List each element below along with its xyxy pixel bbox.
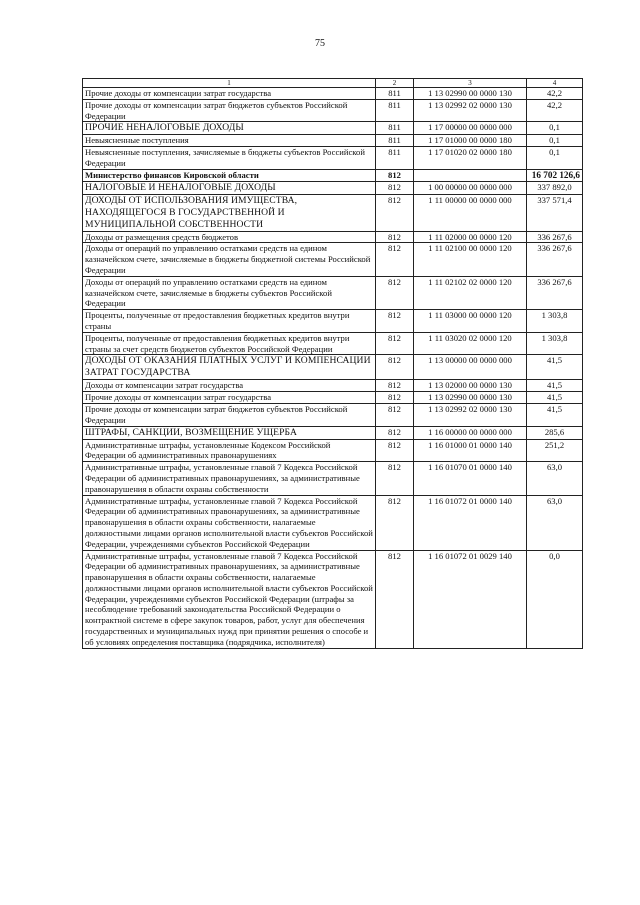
row-amount-cell: 42,2: [527, 88, 583, 100]
row-admin-code-cell: 811: [376, 147, 414, 170]
row-budget-code-cell: 1 16 01072 01 0000 140: [414, 495, 527, 550]
row-admin-code-cell: 812: [376, 181, 414, 194]
row-budget-code-cell: 1 17 01000 00 0000 180: [414, 135, 527, 147]
table-row: [83, 355, 583, 380]
header-col-4: 4: [527, 79, 583, 88]
table-row: [83, 392, 583, 404]
row-admin-code-cell: 812: [376, 550, 414, 648]
row-amount-cell: 0,1: [527, 122, 583, 135]
row-budget-code-cell: 1 13 02992 02 0000 130: [414, 99, 527, 122]
row-budget-code-cell: 1 17 01020 02 0000 180: [414, 147, 527, 170]
row-admin-code-cell: 812: [376, 169, 414, 181]
row-name-cell: Доходы от операций по управлению остатками средств на едином казначейском счете, зачисляемые в бюджеты субъектов Российской Федерации: [83, 276, 376, 309]
row-name-cell: Невыясненные поступления: [83, 135, 376, 147]
row-admin-code-cell: 812: [376, 194, 414, 231]
revenue-table-body: [83, 79, 583, 649]
header-col-3: 3: [414, 79, 527, 88]
row-admin-code-cell: 812: [376, 462, 414, 495]
row-budget-code-cell: 1 13 02000 00 0000 130: [414, 380, 527, 392]
row-admin-code-cell: 811: [376, 88, 414, 100]
page-number: 75: [315, 38, 325, 49]
row-admin-code-cell: 812: [376, 243, 414, 276]
row-name-cell: Проценты, полученные от предоставления бюджетных кредитов внутри страны за счет средств бюджетов субъектов Российской Федерации: [83, 332, 376, 355]
table-row: [83, 194, 583, 231]
row-amount-cell: 63,0: [527, 462, 583, 495]
row-name-cell: ДОХОДЫ ОТ ИСПОЛЬЗОВАНИЯ ИМУЩЕСТВА, НАХОДЯЩЕГОСЯ В ГОСУДАРСТВЕННОЙ И МУНИЦИПАЛЬНОЙ СОБСТВЕННОСТИ: [83, 194, 376, 231]
row-budget-code-cell: 1 13 02990 00 0000 130: [414, 392, 527, 404]
table-row: [83, 332, 583, 355]
row-budget-code-cell: 1 11 00000 00 0000 000: [414, 194, 527, 231]
row-admin-code-cell: 812: [376, 403, 414, 426]
row-name-cell: ШТРАФЫ, САНКЦИИ, ВОЗМЕЩЕНИЕ УЩЕРБА: [83, 426, 376, 439]
row-amount-cell: 336 267,6: [527, 276, 583, 309]
table-row: [83, 181, 583, 194]
row-name-cell: Министерство финансов Кировской области: [83, 169, 376, 181]
table-row: [83, 495, 583, 550]
row-budget-code-cell: 1 13 00000 00 0000 000: [414, 355, 527, 380]
row-budget-code-cell: 1 11 03020 02 0000 120: [414, 332, 527, 355]
row-admin-code-cell: 812: [376, 495, 414, 550]
table-row: [83, 147, 583, 170]
row-amount-cell: 16 702 126,6: [527, 169, 583, 181]
row-amount-cell: 251,2: [527, 439, 583, 462]
table-row: [83, 135, 583, 147]
row-name-cell: Доходы от размещения средств бюджетов: [83, 231, 376, 243]
row-name-cell: ПРОЧИЕ НЕНАЛОГОВЫЕ ДОХОДЫ: [83, 122, 376, 135]
table-row: [83, 276, 583, 309]
row-amount-cell: 0,1: [527, 135, 583, 147]
row-name-cell: Административные штрафы, установленные главой 7 Кодекса Российской Федерации об административных правонарушениях, за административные правонарушения в области охраны собственности, налагаемые должностными лицами органов исполнительной власти субъектов Российской Федерации, учреждениями субъектов Российской Федерации: [83, 495, 376, 550]
row-admin-code-cell: 812: [376, 310, 414, 333]
row-name-cell: Прочие доходы от компенсации затрат бюджетов субъектов Российской Федерации: [83, 99, 376, 122]
table-header-row: [83, 79, 583, 88]
row-admin-code-cell: 812: [376, 231, 414, 243]
row-admin-code-cell: 811: [376, 135, 414, 147]
row-name-cell: Прочие доходы от компенсации затрат государства: [83, 88, 376, 100]
row-budget-code-cell: 1 16 01072 01 0029 140: [414, 550, 527, 648]
row-name-cell: Административные штрафы, установленные главой 7 Кодекса Российской Федерации об административных правонарушениях, за административные правонарушения в области охраны собственности, налагаемые должностными лицами органов исполнительной власти субъектов Российской Федерации, учреждениями субъектов Российской Федерации (штрафы за несоблюдение требований законодательства Российской Федерации о контрактной системе в сфере закупок товаров, работ, услуг для обеспечения государственных и муниципальных нужд при принятии решения о способе и об условиях определения поставщика (подрядчика, исполнителя): [83, 550, 376, 648]
row-budget-code-cell: 1 11 02102 02 0000 120: [414, 276, 527, 309]
row-name-cell: Проценты, полученные от предоставления бюджетных кредитов внутри страны: [83, 310, 376, 333]
header-col-1: 1: [83, 79, 376, 88]
row-admin-code-cell: 811: [376, 122, 414, 135]
row-name-cell: Административные штрафы, установленные Кодексом Российской Федерации об административных правонарушениях: [83, 439, 376, 462]
row-amount-cell: 63,0: [527, 495, 583, 550]
table-row: [83, 231, 583, 243]
table-row: [83, 550, 583, 648]
row-name-cell: ДОХОДЫ ОТ ОКАЗАНИЯ ПЛАТНЫХ УСЛУГ И КОМПЕНСАЦИИ ЗАТРАТ ГОСУДАРСТВА: [83, 355, 376, 380]
row-amount-cell: 42,2: [527, 99, 583, 122]
header-col-2: 2: [376, 79, 414, 88]
table-row: [83, 426, 583, 439]
row-amount-cell: 41,5: [527, 403, 583, 426]
row-admin-code-cell: 811: [376, 99, 414, 122]
row-budget-code-cell: 1 13 02992 02 0000 130: [414, 403, 527, 426]
row-amount-cell: 337 571,4: [527, 194, 583, 231]
table-row: [83, 310, 583, 333]
row-admin-code-cell: 812: [376, 332, 414, 355]
table-row: [83, 99, 583, 122]
table-row: [83, 439, 583, 462]
row-budget-code-cell: 1 16 01000 01 0000 140: [414, 439, 527, 462]
row-budget-code-cell: [414, 169, 527, 181]
row-budget-code-cell: 1 13 02990 00 0000 130: [414, 88, 527, 100]
row-budget-code-cell: 1 11 03000 00 0000 120: [414, 310, 527, 333]
row-amount-cell: 0,0: [527, 550, 583, 648]
row-budget-code-cell: 1 00 00000 00 0000 000: [414, 181, 527, 194]
table-row: [83, 243, 583, 276]
row-budget-code-cell: 1 11 02100 00 0000 120: [414, 243, 527, 276]
table-row: [83, 169, 583, 181]
row-amount-cell: 41,5: [527, 355, 583, 380]
row-admin-code-cell: 812: [376, 276, 414, 309]
row-admin-code-cell: 812: [376, 355, 414, 380]
row-amount-cell: 336 267,6: [527, 243, 583, 276]
row-amount-cell: 41,5: [527, 392, 583, 404]
row-name-cell: Невыясненные поступления, зачисляемые в бюджеты субъектов Российской Федерации: [83, 147, 376, 170]
row-budget-code-cell: 1 17 00000 00 0000 000: [414, 122, 527, 135]
row-amount-cell: 0,1: [527, 147, 583, 170]
row-budget-code-cell: 1 16 00000 00 0000 000: [414, 426, 527, 439]
row-amount-cell: 1 303,8: [527, 310, 583, 333]
row-name-cell: Прочие доходы от компенсации затрат государства: [83, 392, 376, 404]
row-name-cell: Доходы от операций по управлению остатками средств на едином казначейском счете, зачисляемые в бюджеты бюджетной системы Российской Федерации: [83, 243, 376, 276]
row-name-cell: Прочие доходы от компенсации затрат бюджетов субъектов Российской Федерации: [83, 403, 376, 426]
revenue-table: [82, 78, 583, 649]
row-amount-cell: 1 303,8: [527, 332, 583, 355]
row-name-cell: Административные штрафы, установленные главой 7 Кодекса Российской Федерации об административных правонарушениях, за административные правонарушения в области охраны собственности: [83, 462, 376, 495]
row-admin-code-cell: 812: [376, 380, 414, 392]
row-amount-cell: 41,5: [527, 380, 583, 392]
row-amount-cell: 285,6: [527, 426, 583, 439]
table-row: [83, 462, 583, 495]
table-row: [83, 403, 583, 426]
table-row: [83, 122, 583, 135]
row-budget-code-cell: 1 11 02000 00 0000 120: [414, 231, 527, 243]
row-name-cell: Доходы от компенсации затрат государства: [83, 380, 376, 392]
row-admin-code-cell: 812: [376, 426, 414, 439]
row-admin-code-cell: 812: [376, 392, 414, 404]
table-row: [83, 88, 583, 100]
row-admin-code-cell: 812: [376, 439, 414, 462]
row-amount-cell: 337 892,0: [527, 181, 583, 194]
row-budget-code-cell: 1 16 01070 01 0000 140: [414, 462, 527, 495]
table-row: [83, 380, 583, 392]
row-name-cell: НАЛОГОВЫЕ И НЕНАЛОГОВЫЕ ДОХОДЫ: [83, 181, 376, 194]
row-amount-cell: 336 267,6: [527, 231, 583, 243]
